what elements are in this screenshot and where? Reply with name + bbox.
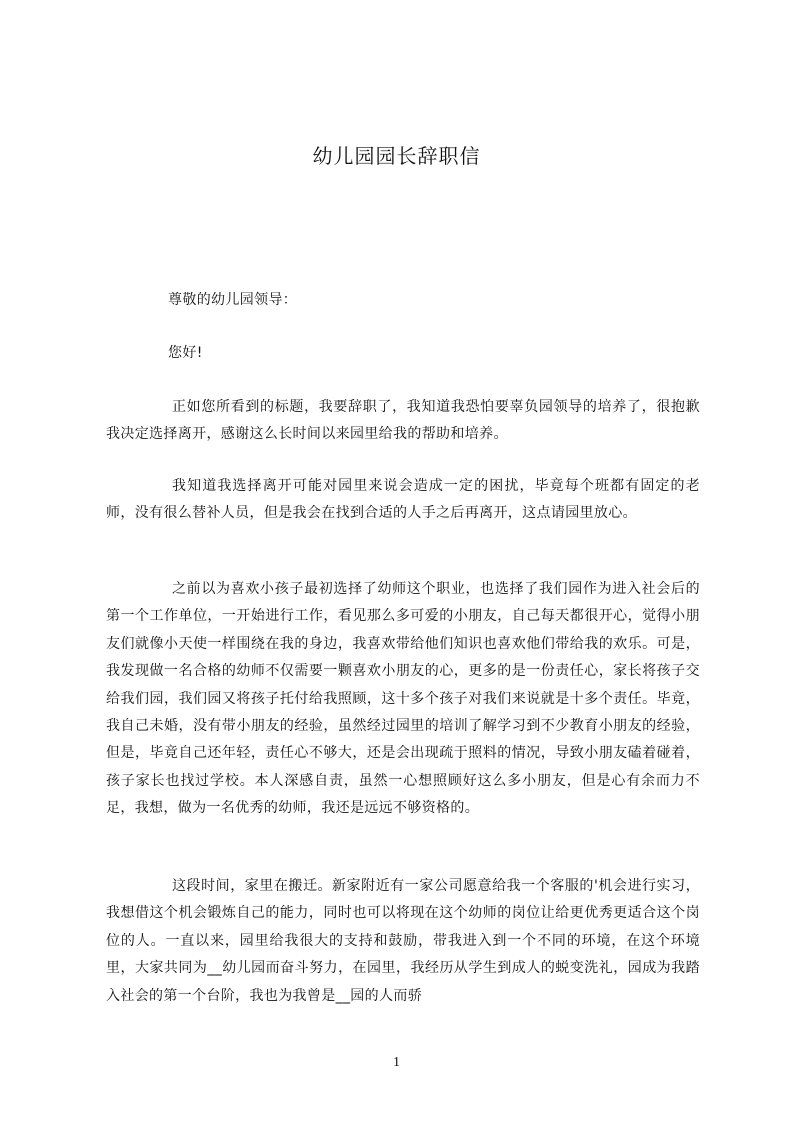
page-number: 1 [393,1055,400,1070]
paragraph-4: 这段时间，家里在搬迁。新家附近有一家公司愿意给我一个客服的'机会进行实习，我想借这个机会锻炼自己的能力，同时也可以将现在这个幼师的岗位让给更优秀更适合这个岗位的人。一直以来，园里给我很大的支持和鼓励，带我进入到一个不同的环境，在这个环境里，大家共同为__幼儿园而奋斗努力，在园里，我经历从学生到成人的蜕变洗礼，园成为我踏入社会的第一个台阶，我也为我曾是__园的人而骄 [106,878,700,1004]
document-title: 幼儿园园长辞职信 [312,144,481,168]
hello-line: 您好! [168,345,203,361]
paragraph-2: 我知道我选择离开可能对园里来说会造成一定的困扰，毕竟每个班都有固定的老师，没有很么替补人员，但是我会在找到合适的人手之后再离开，这点请园里放心。 [106,478,700,522]
paragraph-3: 之前以为喜欢小孩子最初选择了幼师这个职业，也选择了我们园作为进入社会后的第一个工作单位，一开始进行工作，看见那么多可爱的小朋友，自己每天都很开心，觉得小朋友们就像小天使一样围绕在我的身边，我喜欢带给他们知识也喜欢他们带给我的欢乐。可是，我发现做一名合格的幼师不仅需要一颗喜欢小朋友的心，更多的是一份责任心，家长将孩子交给我们园，我们园又将孩子托付给我照顾，这十多个孩子对我们来说就是十多个责任。毕竟，我自己未婚，没有带小朋友的经验，虽然经过园里的培训了解学习到不少教育小朋友的经验，但是，毕竟自己还年轻，责任心不够大，还是会出现疏于照料的情况，导致小朋友磕着碰着，孩子家长也找过学校。本人深感自责，虽然一心想照顾好这么多小朋友，但是心有余而力不足，我想，做为一名优秀的幼师，我还是远远不够资格的。 [106,581,700,817]
greeting: 尊敬的幼儿园领导： [168,292,298,308]
paragraph-1: 正如您所看到的标题，我要辞职了，我知道我恐怕要辜负园领导的培养了，很抱歉我决定选择离开，感谢这么长时间以来园里给我的帮助和培养。 [106,399,700,443]
